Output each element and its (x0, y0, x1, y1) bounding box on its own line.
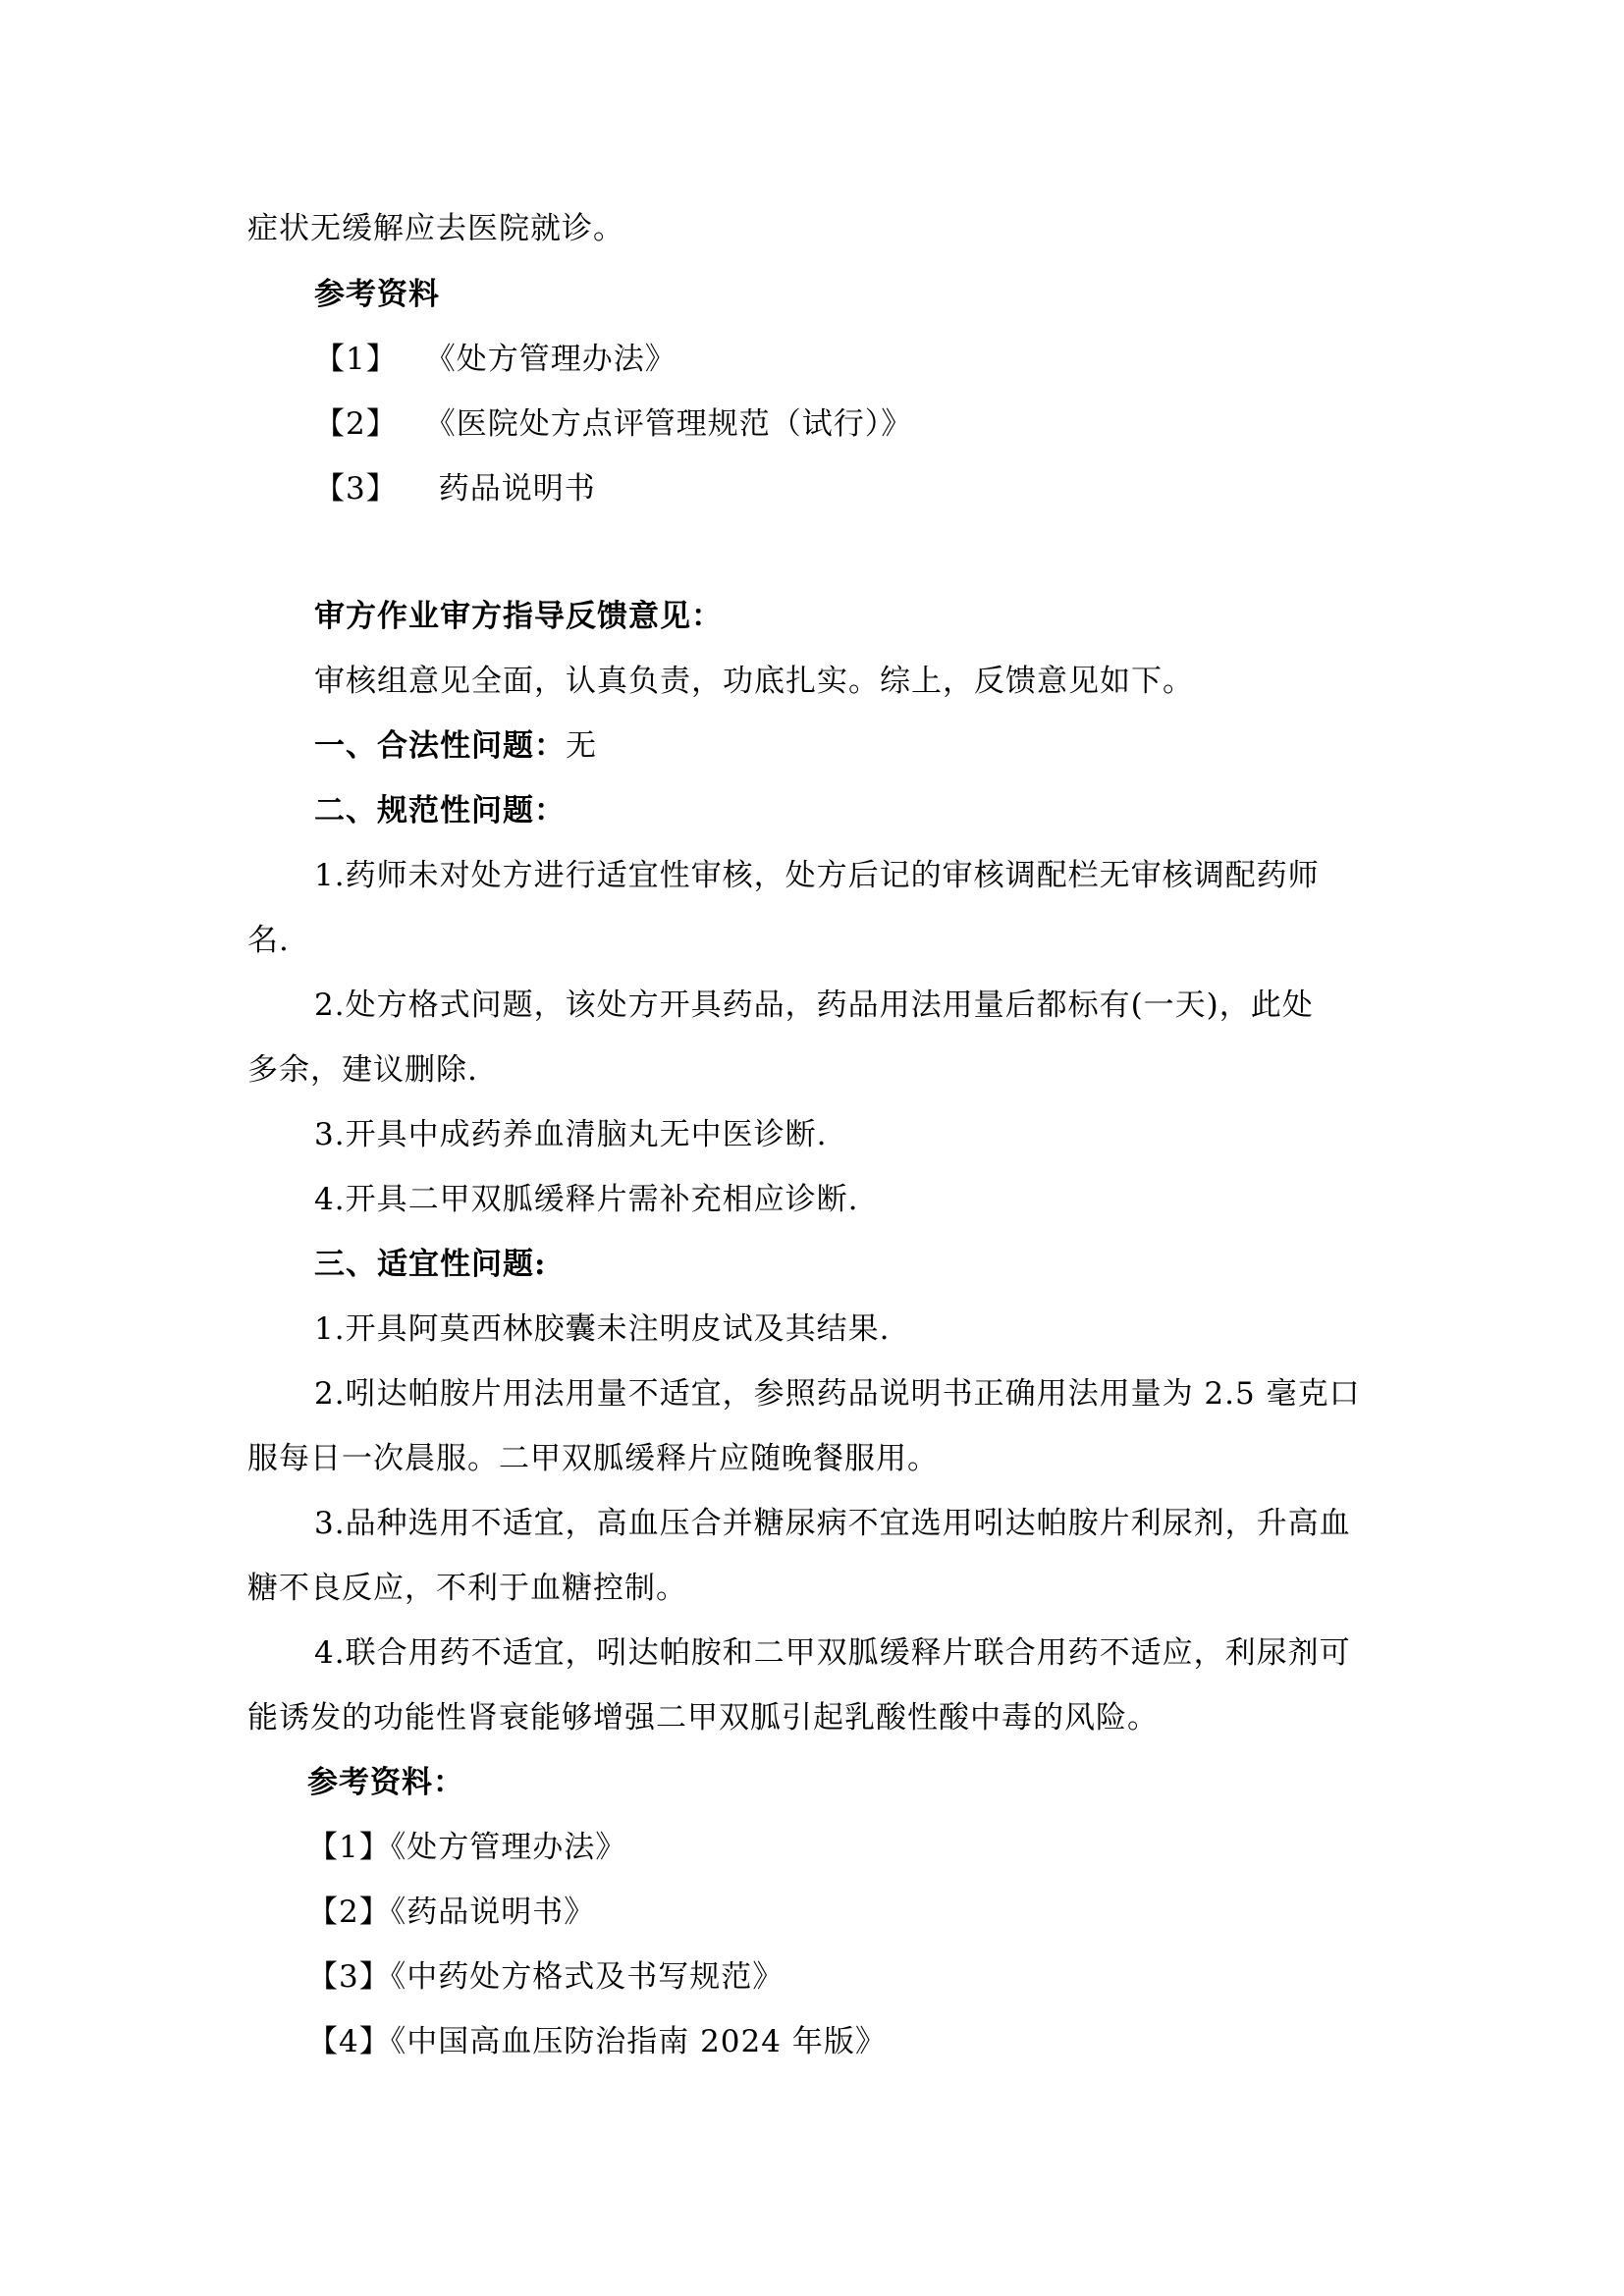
reference-tag: 【1】 (314, 342, 398, 377)
reference-item (314, 340, 677, 379)
appropriate-item-3: 3.品种选用不适宜，高血压合并糖尿病不宜选用吲达帕胺片利尿剂，升高血 (314, 1506, 1351, 1541)
feedback-summary: 审核组意见全面，认真负责，功底扎实。综上，反馈意见如下。 (314, 664, 1194, 699)
standard-item-2: 2.处方格式问题，该处方开具药品，药品用法用量后都标有(一天)，此处 (314, 988, 1314, 1023)
standard-item-1: 1.药师未对处方进行适宜性审核，处方后记的审核调配栏无审核调配药师 (314, 858, 1320, 893)
legality-line (314, 726, 597, 766)
continuation-text: 症状无缓解应去医院就诊。 (247, 211, 624, 246)
appropriate-item-2-cont: 服每日一次晨服。二甲双胍缓释片应随晚餐服用。 (247, 1441, 939, 1476)
reference-heading-2: 参考资料： (307, 1765, 464, 1800)
reference-text: 《医院处方点评管理规范（试行）》 (424, 406, 913, 442)
appropriate-item-3-cont: 糖不良反应，不利于血糖控制。 (247, 1571, 687, 1606)
standard-item-2-cont: 多余，建议删除. (247, 1052, 478, 1088)
appropriate-item-1: 1.开具阿莫西林胶囊未注明皮试及其结果. (314, 1311, 891, 1347)
appropriate-heading: 三、适宜性问题: (314, 1247, 547, 1282)
standard-item-3: 3.开具中成药养血清脑丸无中医诊断. (314, 1117, 828, 1152)
standard-item-1-cont: 名. (247, 923, 290, 958)
reference-item (314, 404, 912, 444)
reference-text: 《处方管理办法》 (424, 342, 677, 377)
reference-item-2: 【2】《药品说明书》 (307, 1895, 596, 1930)
appropriate-item-2: 2.吲达帕胺片用法用量不适宜，参照药品说明书正确用法用量为 2.5 毫克口 (314, 1376, 1361, 1412)
reference-item-2: 【3】《中药处方格式及书写规范》 (307, 1959, 785, 1995)
standard-item-4: 4.开具二甲双胍缓释片需补充相应诊断. (314, 1182, 859, 1217)
legality-label: 一、合法性问题： (314, 728, 566, 764)
reference-item-2: 【1】《处方管理办法》 (307, 1830, 627, 1865)
reference-tag: 【2】 (314, 406, 398, 442)
appropriate-item-4-cont: 能诱发的功能性肾衰能够增强二甲双胍引起乳酸性酸中毒的风险。 (247, 1700, 1159, 1735)
feedback-heading: 审方作业审方指导反馈意见： (314, 599, 723, 634)
standard-heading: 二、规范性问题： (314, 793, 566, 828)
legality-value: 无 (566, 728, 597, 764)
reference-item-2: 【4】《中国高血压防治指南 2024 年版》 (307, 2024, 887, 2059)
reference-tag: 【3】 (314, 471, 398, 507)
reference-item (314, 469, 596, 508)
reference-text: 药品说明书 (438, 471, 596, 507)
appropriate-item-4: 4.联合用药不适宜，吲达帕胺和二甲双胍缓释片联合用药不适应，利尿剂可 (314, 1635, 1351, 1671)
reference-heading: 参考资料 (314, 277, 440, 312)
